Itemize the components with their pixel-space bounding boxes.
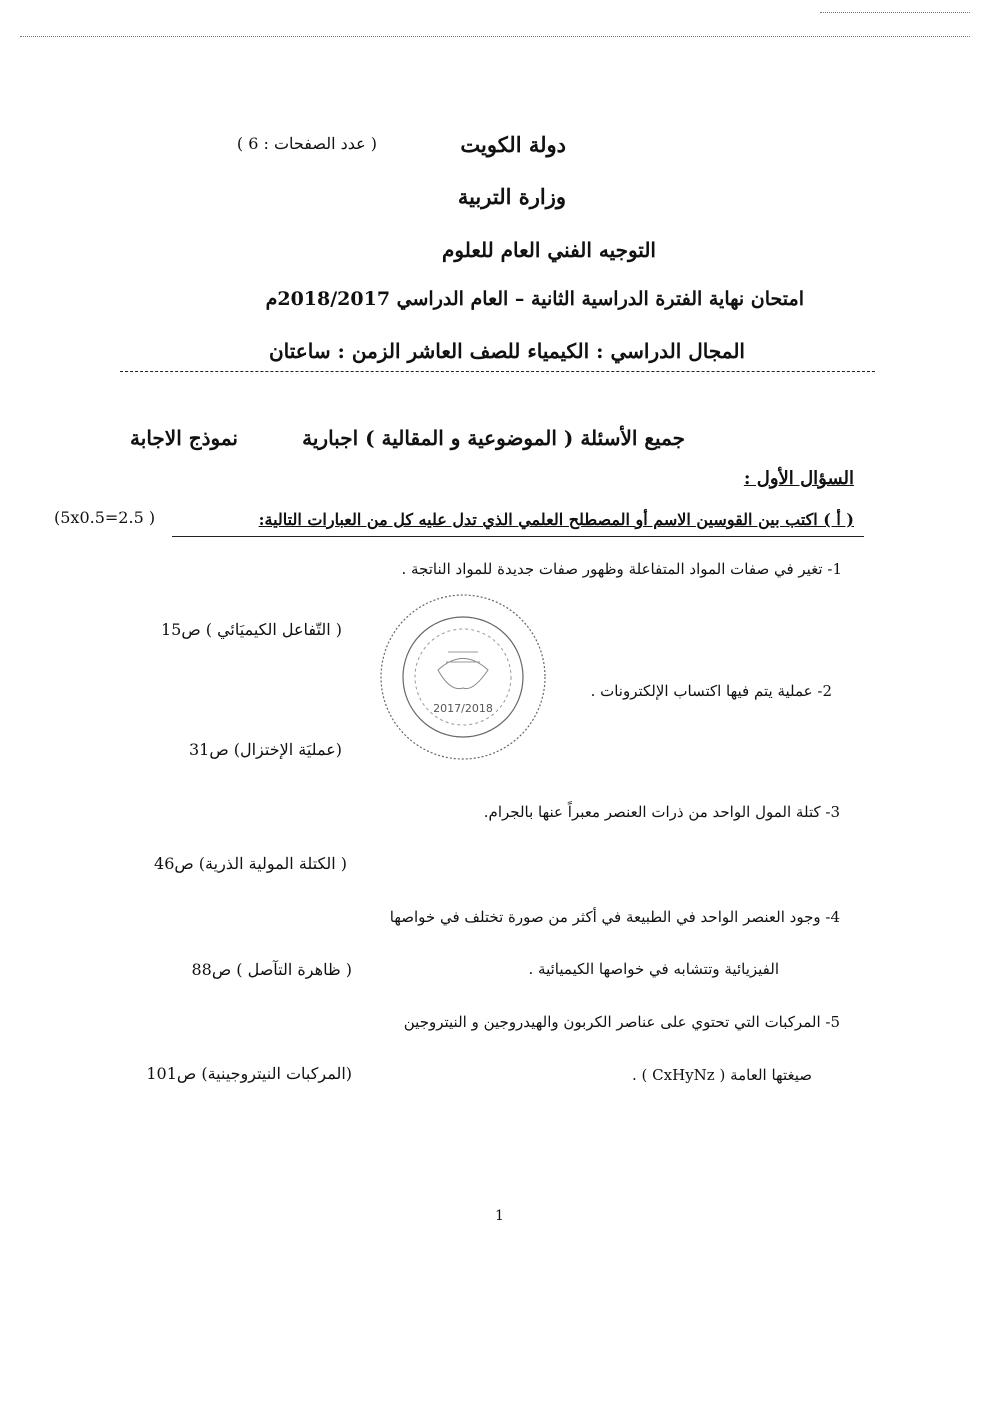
page-number: 1 xyxy=(495,1208,504,1224)
answer-model-label: نموذج الاجابة xyxy=(130,426,238,450)
official-stamp xyxy=(378,592,548,762)
item-3-statement: 3- كتلة المول الواحد من ذرات العنصر معبراً عنها بالجرام. xyxy=(483,803,840,821)
ministry-name: وزارة التربية xyxy=(457,184,566,209)
item-4-statement-cont: الفيزيائية وتتشابه في خواصها الكيميائية . xyxy=(528,960,779,978)
item-1-statement: 1- تغير في صفات المواد المتفاعلة وظهور صفات جديدة للمواد الناتجة . xyxy=(401,560,842,578)
item-5-answer: (المركبات النيتروجينية) ص101 xyxy=(146,1064,352,1083)
item-4-answer: ( ظاهرة التآصل ) ص88 xyxy=(191,960,352,979)
item-1-answer: ( التّفاعل الكيميَائي ) ص15 xyxy=(160,620,342,639)
exam-title: امتحان نهاية الفترة الدراسية الثانية – العام الدراسي 2018/2017م xyxy=(265,288,804,310)
scan-mark-top xyxy=(20,36,970,37)
directorate-name: التوجيه الفني العام للعلوم xyxy=(442,238,656,262)
question-1-part-a-instruction: ( أ ) اكتب بين القوسين الاسم أو المصطلح العلمي الذي تدل عليه كل من العبارات التالية: xyxy=(258,510,854,529)
pages-count-note: ( عدد الصفحات : 6 ) xyxy=(236,134,377,153)
subject-line: المجال الدراسي : الكيمياء للصف العاشر الزمن : ساعتان xyxy=(268,339,745,363)
item-2-answer: (عمليَة الإختزال) ص31 xyxy=(188,740,342,759)
item-5-formula-line: صيغتها العامة ( CxHyNz ) . xyxy=(632,1066,812,1084)
header-divider xyxy=(120,371,875,372)
stamp-year: 2017/2018 xyxy=(433,702,493,715)
item-4-statement: 4- وجود العنصر الواحد في الطبيعة في أكثر من صورة تختلف في خواصها xyxy=(389,908,840,926)
scan-mark-top-right xyxy=(820,12,970,13)
item-2-statement: 2- عملية يتم فيها اكتساب الإلكترونات . xyxy=(590,682,832,700)
country-name: دولة الكويت xyxy=(460,132,566,157)
item-3-answer: ( الكتلة المولية الذرية) ص46 xyxy=(154,854,347,873)
item-5-statement: 5- المركبات التي تحتوي على عناصر الكربون والهيدروجين و النيتروجين xyxy=(403,1013,840,1031)
question-1-marks: (5x0.5=2.5 ) xyxy=(54,508,156,527)
part-a-underline xyxy=(172,536,864,537)
questions-mandatory-note: جميع الأسئلة ( الموضوعية و المقالية ) اجبارية xyxy=(302,426,685,450)
question-1-title: السؤال الأول : xyxy=(743,468,854,489)
